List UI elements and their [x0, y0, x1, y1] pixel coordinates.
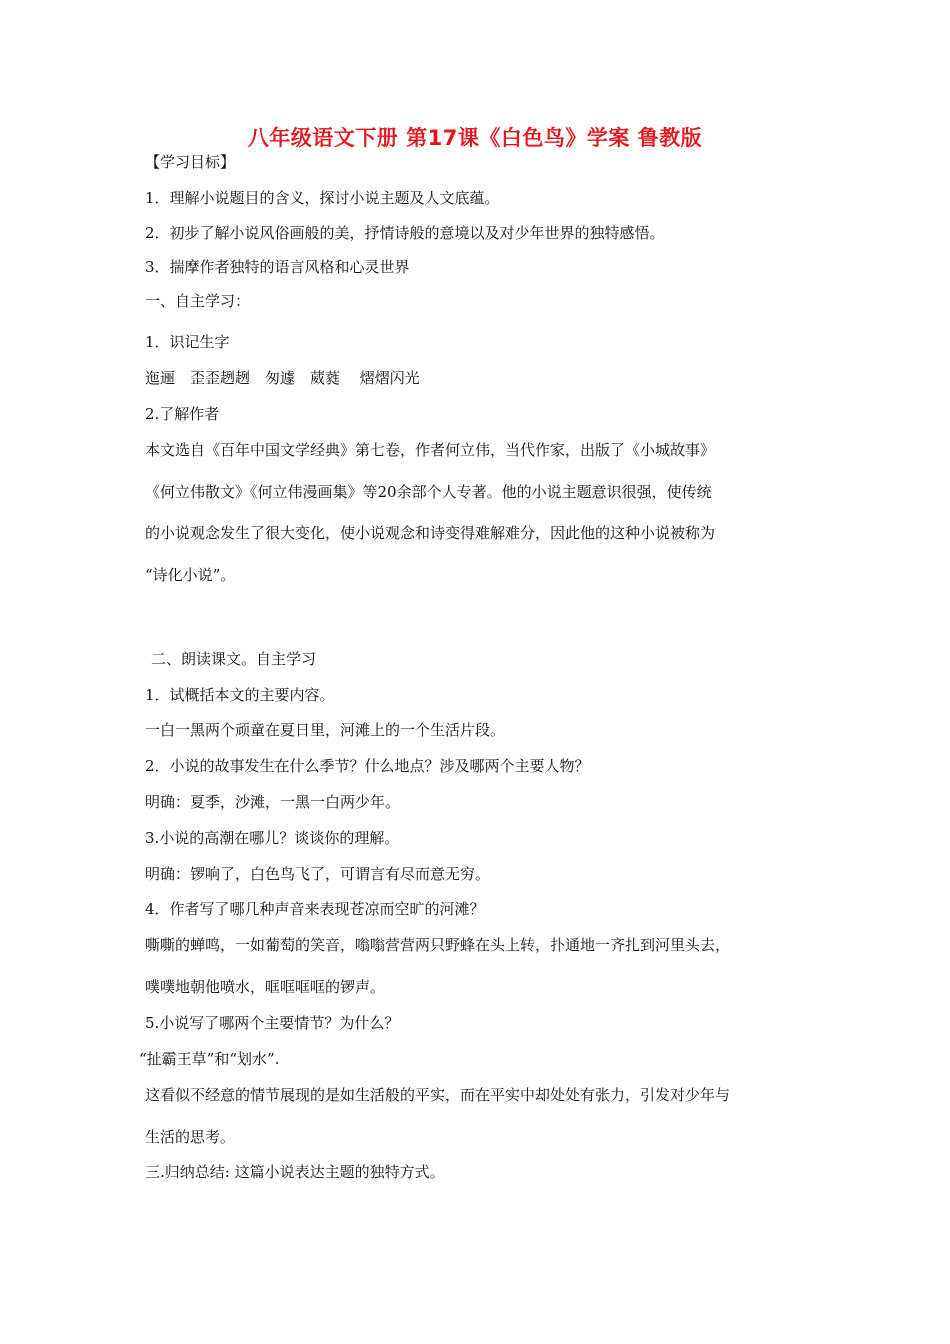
goal-item-2: 2．初步了解小说风俗画般的美，抒情诗般的意境以及对少年世界的独特感悟。	[145, 224, 665, 242]
answer-4-line-1: 嘶嘶的蝉鸣，一如葡萄的笑音，嗡嗡营营两只野蜂在头上转，扑通地一齐扎到河里头去，	[145, 936, 731, 954]
goal-item-3: 3．揣摩作者独特的语言风格和心灵世界	[145, 258, 410, 276]
author-paragraph-line-3: 的小说观念发生了很大变化，使小说观念和诗变得难解难分，因此他的这种小说被称为	[145, 524, 716, 542]
question-3: 3.小说的高潮在哪儿？谈谈你的理解。	[145, 829, 400, 847]
answer-5-line-2: 这看似不经意的情节展现的是如生活般的平实，而在平实中却处处有张力，引发对少年与	[145, 1086, 731, 1104]
section-heading-reading: 二、朗读课文。自主学习	[151, 650, 317, 668]
new-characters-list: 迤逦 歪歪趔趔 匆遽 葳蕤 熠熠闪光	[145, 369, 420, 387]
answer-2: 明确：夏季，沙滩，一黑一白两少年。	[145, 793, 401, 811]
question-2: 2．小说的故事发生在什么季节？什么地点？涉及哪两个主要人物？	[145, 757, 590, 775]
answer-5-line-3: 生活的思考。	[145, 1128, 236, 1146]
author-paragraph-line-1: 本文选自《百年中国文学经典》第七卷，作者何立伟，当代作家，出版了《小城故事》	[145, 441, 716, 459]
question-5: 5.小说写了哪两个主要情节？为什么？	[145, 1014, 400, 1032]
section-heading-summary: 三.归纳总结: 这篇小说表达主题的独特方式。	[145, 1163, 445, 1181]
document-title: 八年级语文下册 第17课《白色鸟》学案 鲁教版	[247, 126, 703, 150]
answer-4-line-2: 噗噗地朝他喷水，哐哐哐哐的锣声。	[145, 978, 386, 996]
section-heading-self-study: 一、自主学习：	[145, 292, 251, 310]
answer-5-line-1: “扯霸王草”和“划水”.	[139, 1050, 280, 1068]
section-heading-learning-goals: 【学习目标】	[145, 153, 236, 171]
author-paragraph-line-4: “诗化小说”。	[145, 566, 236, 584]
item-new-characters-heading: 1．识记生字	[145, 333, 230, 351]
question-1: 1．试概括本文的主要内容。	[145, 686, 335, 704]
author-paragraph-line-2: 《何立伟散文》《何立伟漫画集》等20余部个人专著。他的小说主题意识很强，使传统	[145, 483, 712, 501]
answer-1: 一白一黑两个顽童在夏日里，河滩上的一个生活片段。	[145, 721, 506, 739]
answer-3: 明确：锣响了，白色鸟飞了，可谓言有尽而意无穷。	[145, 865, 491, 883]
item-about-author-heading: 2.了解作者	[145, 405, 220, 423]
question-4: 4．作者写了哪几种声音来表现苍凉而空旷的河滩？	[145, 900, 485, 918]
goal-item-1: 1．理解小说题目的含义，探讨小说主题及人文底蕴。	[145, 189, 500, 207]
